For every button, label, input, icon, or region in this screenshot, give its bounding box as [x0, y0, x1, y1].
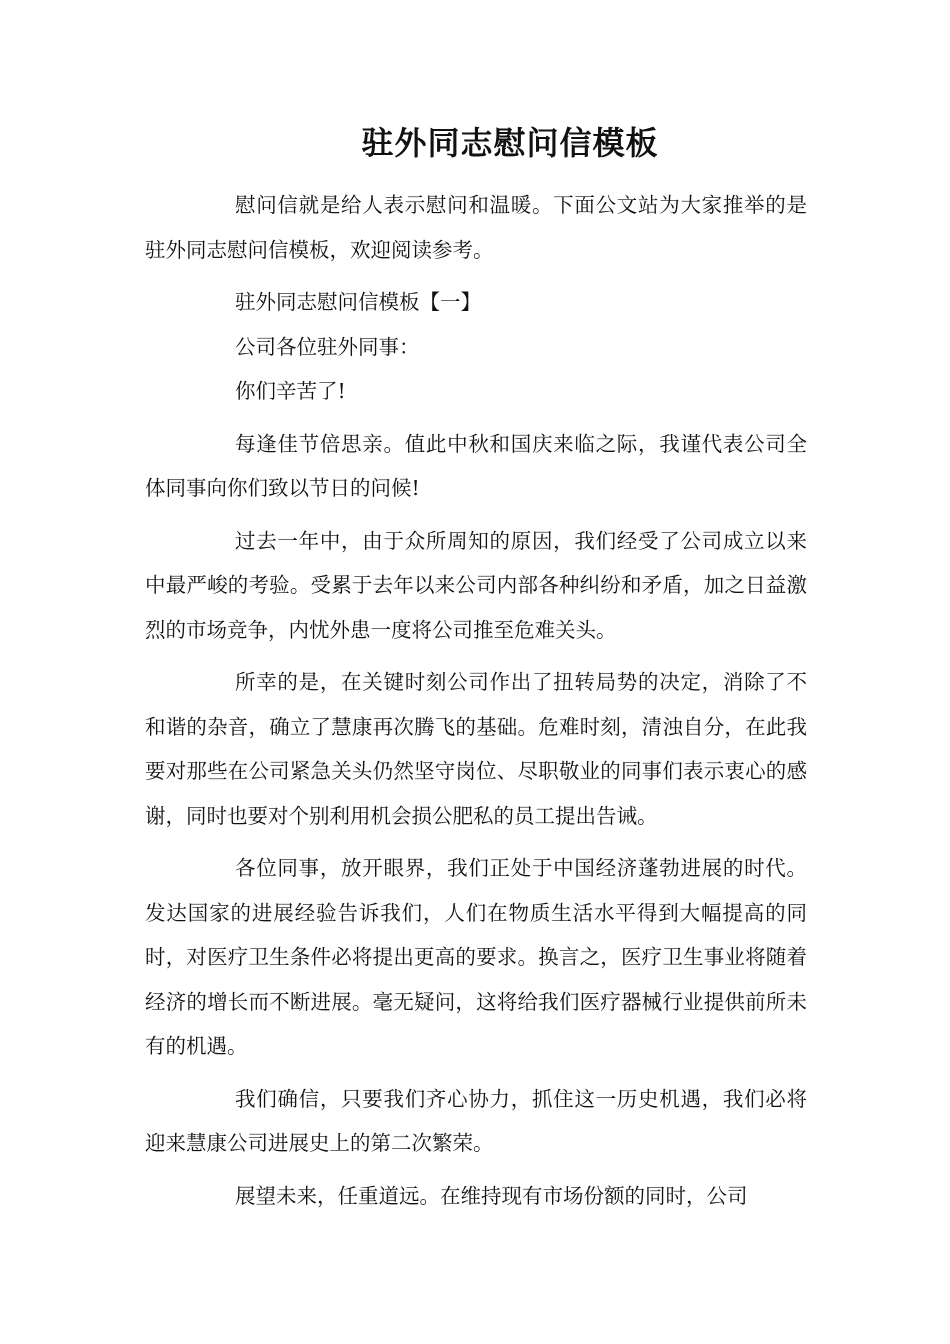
document-title: 驻外同志慰问信模板: [361, 124, 659, 162]
section-heading: 驻外同志慰问信模板【一】: [235, 290, 481, 314]
document-body: [145, 183, 807, 1226]
body-paragraph: 过去一年中，由于众所周知的原因，我们经受了公司成立以来中最严峻的考验。受累于去年以来公司内部各种纠纷和矛盾，加之日益激烈的市场竞争，内忧外患一度将公司推至危难关头。: [145, 528, 807, 642]
intro-paragraph: 慰问信就是给人表示慰问和温暖。下面公文站为大家推举的是驻外同志慰问信模板，欢迎阅读参考。: [145, 193, 807, 262]
body-paragraph: 每逢佳节倍思亲。值此中秋和国庆来临之际，我谨代表公司全体同事向你们致以节日的问候!: [145, 431, 807, 500]
body-paragraph: 我们确信，只要我们齐心协力，抓住这一历史机遇，我们必将迎来慧康公司进展史上的第二次繁荣。: [145, 1086, 807, 1155]
greeting: 你们辛苦了!: [235, 379, 346, 403]
salutation: 公司各位驻外同事：: [235, 334, 420, 359]
body-paragraph: 各位同事，放开眼界，我们正处于中国经济蓬勃进展的时代。发达国家的进展经验告诉我们，人们在物质生活水平得到大幅提高的同时，对医疗卫生条件必将提出更高的要求。换言之，医疗卫生事业将随着经济的增长而不断进展。毫无疑问，这将给我们医疗器械行业提供前所未有的机遇。: [145, 856, 807, 1058]
body-paragraph: 所幸的是，在关键时刻公司作出了扭转局势的决定，消除了不和谐的杂音，确立了慧康再次腾飞的基础。危难时刻，清浊自分，在此我要对那些在公司紧急关头仍然坚守岗位、尽职敬业的同事们表示衷心的感谢，同时也要对个别利用机会损公肥私的员工提出告诫。: [145, 670, 807, 828]
body-paragraph: 展望未来，任重道远。在维持现有市场份额的同时，公司: [235, 1183, 748, 1208]
